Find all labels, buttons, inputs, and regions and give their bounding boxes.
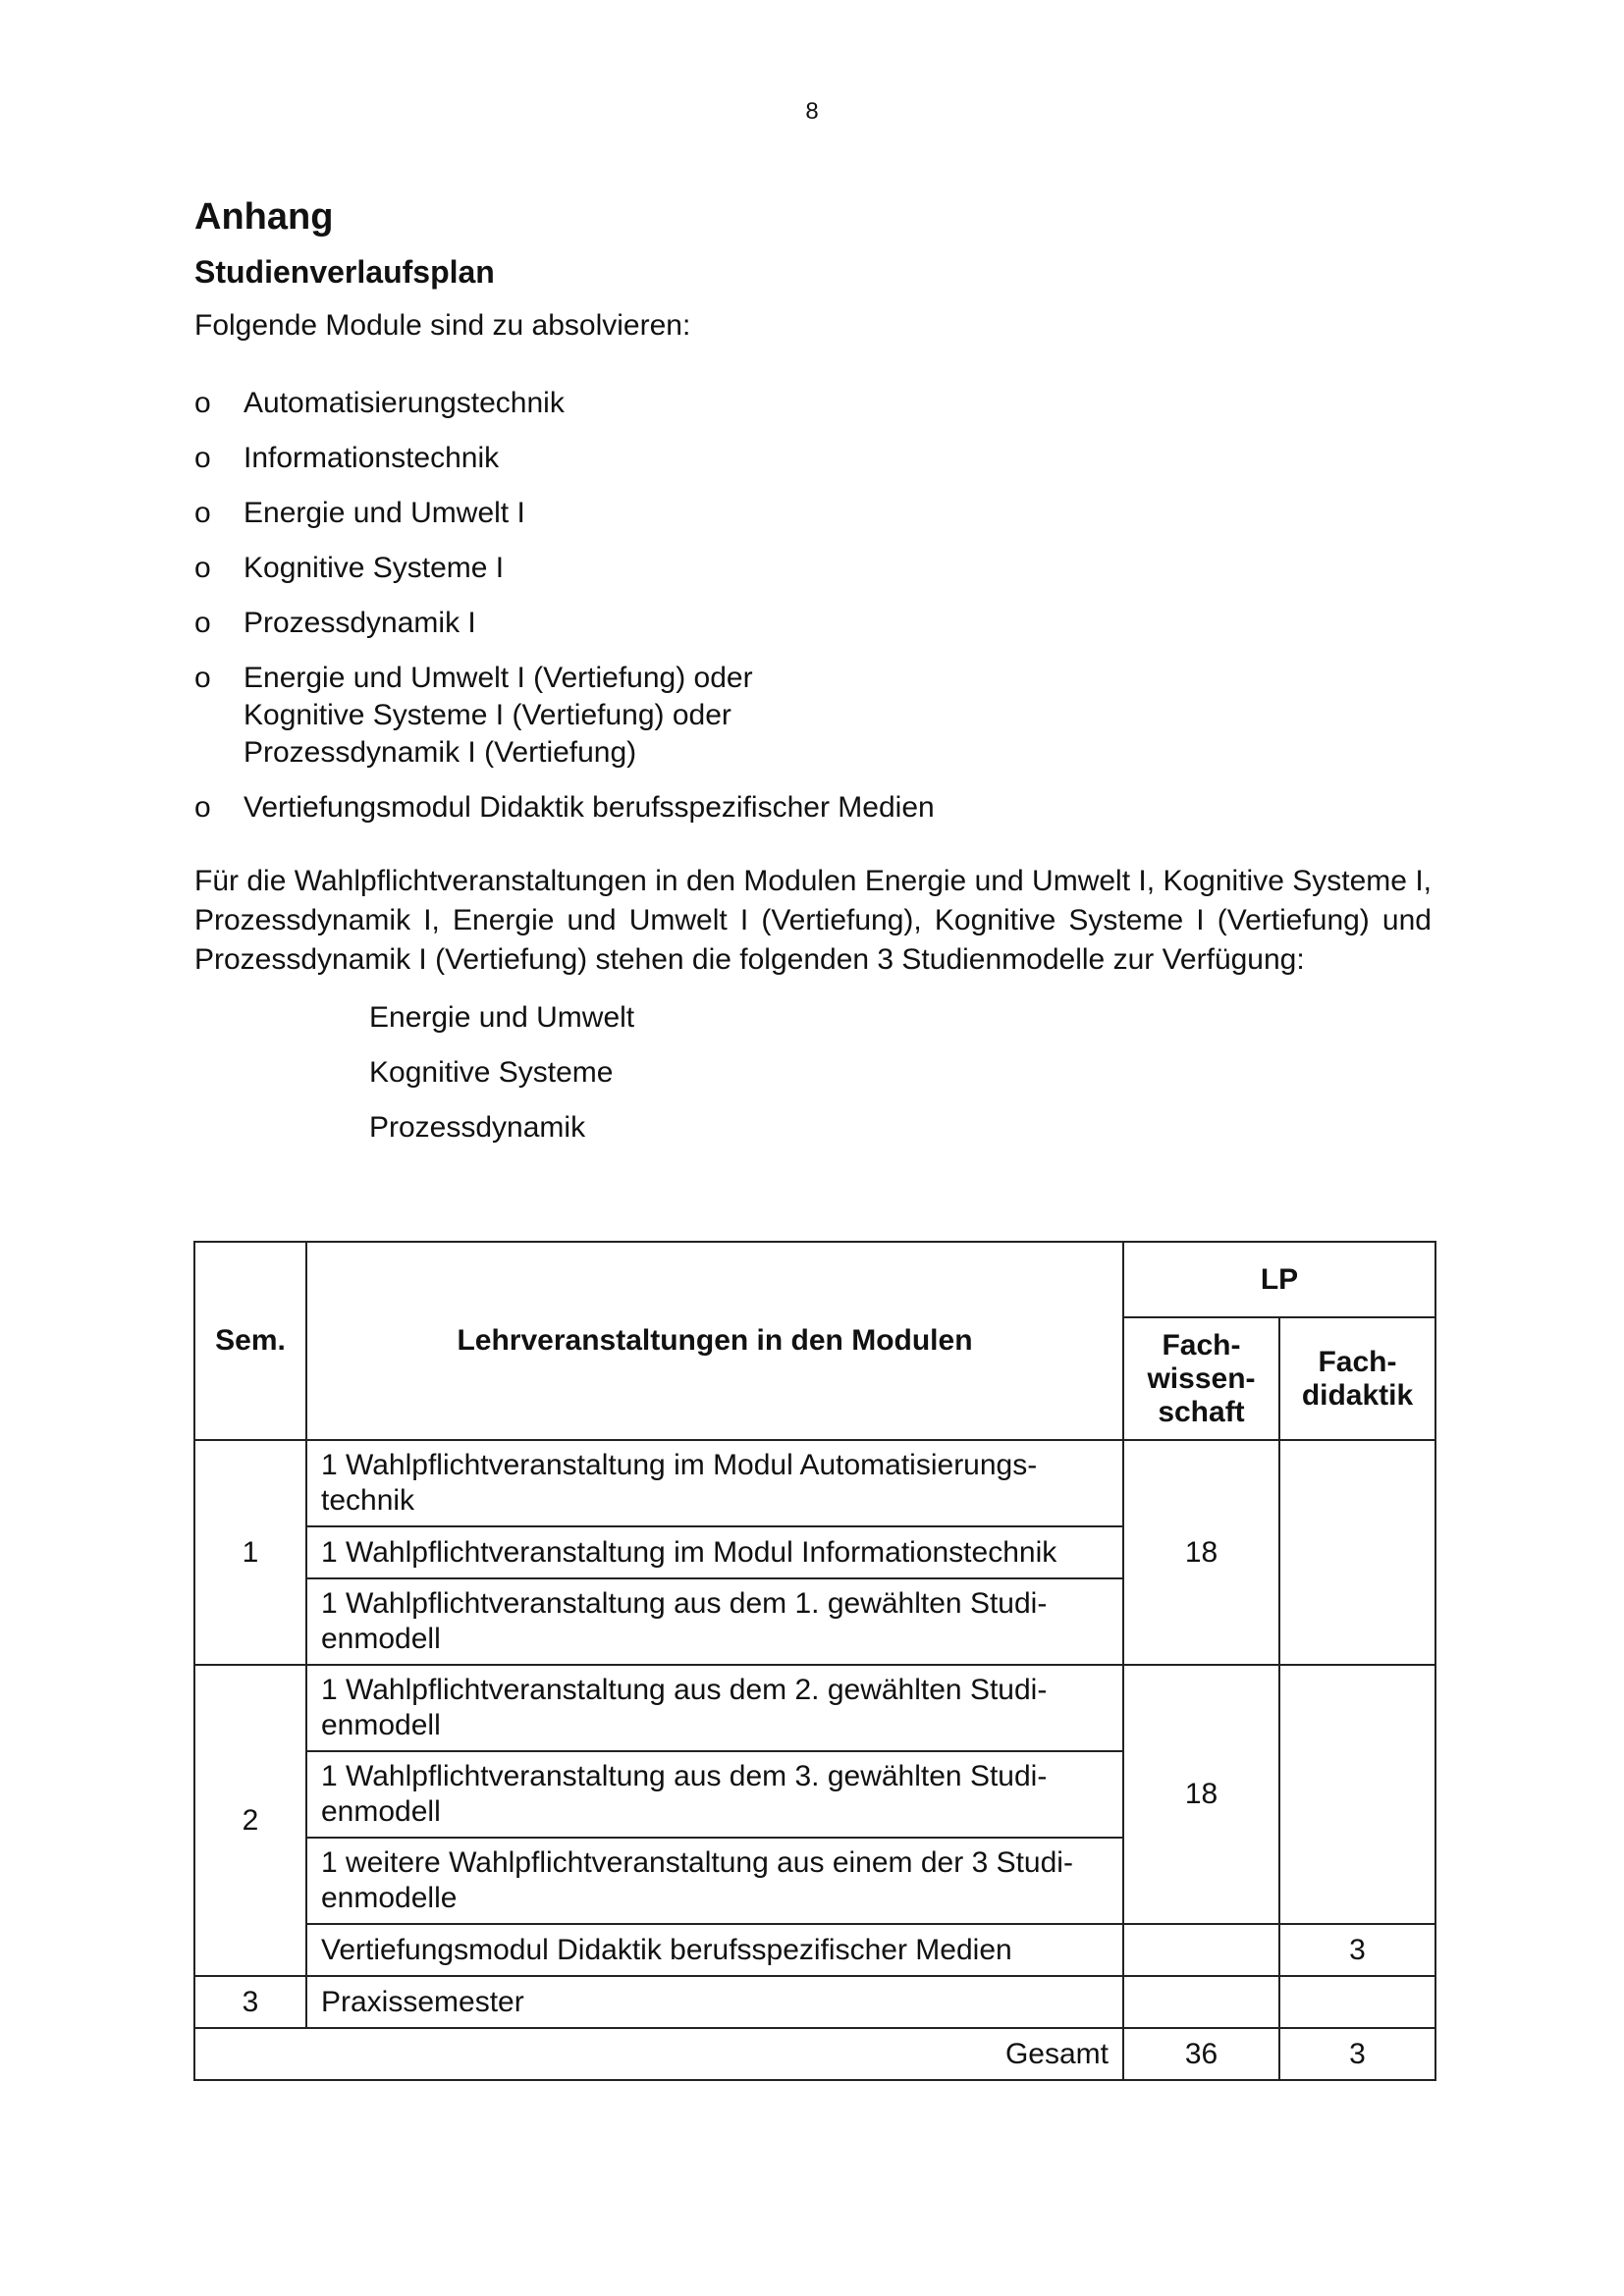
wahlpflicht-paragraph: Für die Wahlpflichtveranstaltungen in den Modulen Energie und Umwelt I, Kognitive Systeme I, Prozessdynamik I, Energie und Umwelt I (Vertiefung), Kognitive Systeme I (Vertiefung) und Prozessdynamik I (Vertiefung) stehen die folgenden 3 Studienmodelle zur Verfügung: bbox=[194, 865, 1432, 976]
semester-cell: 2 bbox=[194, 1665, 306, 1976]
header-lehrveranstaltungen: Lehrveranstaltungen in den Modulen bbox=[306, 1242, 1123, 1440]
document-body bbox=[194, 190, 1432, 1164]
study-model-item: Energie und Umwelt bbox=[369, 1001, 635, 1034]
fachdidaktik-cell bbox=[1279, 1976, 1435, 2028]
course-cell: 1 weitere Wahlpflichtveranstaltung aus einem der 3 Studi- enmodelle bbox=[306, 1838, 1123, 1924]
bullet-icon: o bbox=[194, 497, 211, 529]
module-line: Kognitive Systeme I (Vertiefung) oder bbox=[244, 699, 731, 731]
module-line: Informationstechnik bbox=[244, 442, 500, 474]
fachdidaktik-cell bbox=[1279, 1665, 1435, 1924]
module-item bbox=[194, 550, 1432, 587]
fachwissenschaft-cell bbox=[1123, 1924, 1279, 1976]
fachdidaktik-cell: 3 bbox=[1279, 1924, 1435, 1976]
page-number: 8 bbox=[805, 98, 819, 125]
total-fachwissenschaft: 36 bbox=[1123, 2028, 1279, 2080]
study-model-item: Kognitive Systeme bbox=[369, 1056, 614, 1089]
course-cell: Vertiefungsmodul Didaktik berufsspezifischer Medien bbox=[306, 1924, 1123, 1976]
course-cell: 1 Wahlpflichtveranstaltung im Modul Automatisierungs- technik bbox=[306, 1440, 1123, 1526]
header-lp: LP bbox=[1123, 1242, 1435, 1317]
module-item bbox=[194, 605, 1432, 642]
total-fachdidaktik: 3 bbox=[1279, 2028, 1435, 2080]
module-item bbox=[194, 385, 1432, 422]
table-row bbox=[194, 1924, 1435, 1976]
table-row bbox=[194, 1440, 1435, 1526]
course-cell: Praxissemester bbox=[306, 1976, 1123, 2028]
study-plan-table bbox=[193, 1241, 1436, 2081]
header-fachwissenschaft: Fach- wissen- schaft bbox=[1123, 1317, 1279, 1440]
table-header-row bbox=[194, 1242, 1435, 1317]
bullet-icon: o bbox=[194, 387, 211, 419]
module-item bbox=[194, 440, 1432, 477]
course-cell: 1 Wahlpflichtveranstaltung aus dem 1. gewählten Studi- enmodell bbox=[306, 1578, 1123, 1665]
bullet-icon: o bbox=[194, 662, 211, 694]
heading: Anhang bbox=[194, 196, 334, 238]
table-row bbox=[194, 1976, 1435, 2028]
total-label: Gesamt bbox=[194, 2028, 1123, 2080]
study-model-list bbox=[369, 999, 1432, 1147]
semester-cell: 1 bbox=[194, 1440, 306, 1665]
course-cell: 1 Wahlpflichtveranstaltung im Modul Informationstechnik bbox=[306, 1526, 1123, 1578]
bullet-icon: o bbox=[194, 552, 211, 584]
subheading: Studienverlaufsplan bbox=[194, 254, 495, 290]
fachwissenschaft-cell: 18 bbox=[1123, 1440, 1279, 1665]
course-cell: 1 Wahlpflichtveranstaltung aus dem 3. gewählten Studi- enmodell bbox=[306, 1751, 1123, 1838]
bullet-icon: o bbox=[194, 442, 211, 474]
bullet-icon: o bbox=[194, 607, 211, 639]
header-sem: Sem. bbox=[194, 1242, 306, 1440]
bullet-icon: o bbox=[194, 791, 211, 824]
module-line: Energie und Umwelt I bbox=[244, 497, 525, 529]
study-model-item: Prozessdynamik bbox=[369, 1111, 586, 1144]
module-line: Prozessdynamik I bbox=[244, 607, 476, 639]
module-line: Kognitive Systeme I bbox=[244, 552, 505, 584]
course-cell: 1 Wahlpflichtveranstaltung aus dem 2. gewählten Studi- enmodell bbox=[306, 1665, 1123, 1751]
module-item bbox=[194, 660, 1432, 772]
module-list bbox=[194, 385, 1432, 827]
fachwissenschaft-cell bbox=[1123, 1976, 1279, 2028]
table-total-row bbox=[194, 2028, 1435, 2080]
header-fachdidaktik: Fach- didaktik bbox=[1279, 1317, 1435, 1440]
module-line: Vertiefungsmodul Didaktik berufsspezifischer Medien bbox=[244, 791, 935, 824]
module-item bbox=[194, 495, 1432, 532]
module-item bbox=[194, 789, 1432, 827]
fachwissenschaft-cell: 18 bbox=[1123, 1665, 1279, 1924]
module-line: Automatisierungstechnik bbox=[244, 387, 565, 419]
table-row bbox=[194, 1665, 1435, 1751]
fachdidaktik-cell bbox=[1279, 1440, 1435, 1665]
module-line: Prozessdynamik I (Vertiefung) bbox=[244, 736, 637, 769]
module-line: Energie und Umwelt I (Vertiefung) oder bbox=[244, 662, 753, 694]
semester-cell: 3 bbox=[194, 1976, 306, 2028]
intro-text: Folgende Module sind zu absolvieren: bbox=[194, 309, 691, 342]
